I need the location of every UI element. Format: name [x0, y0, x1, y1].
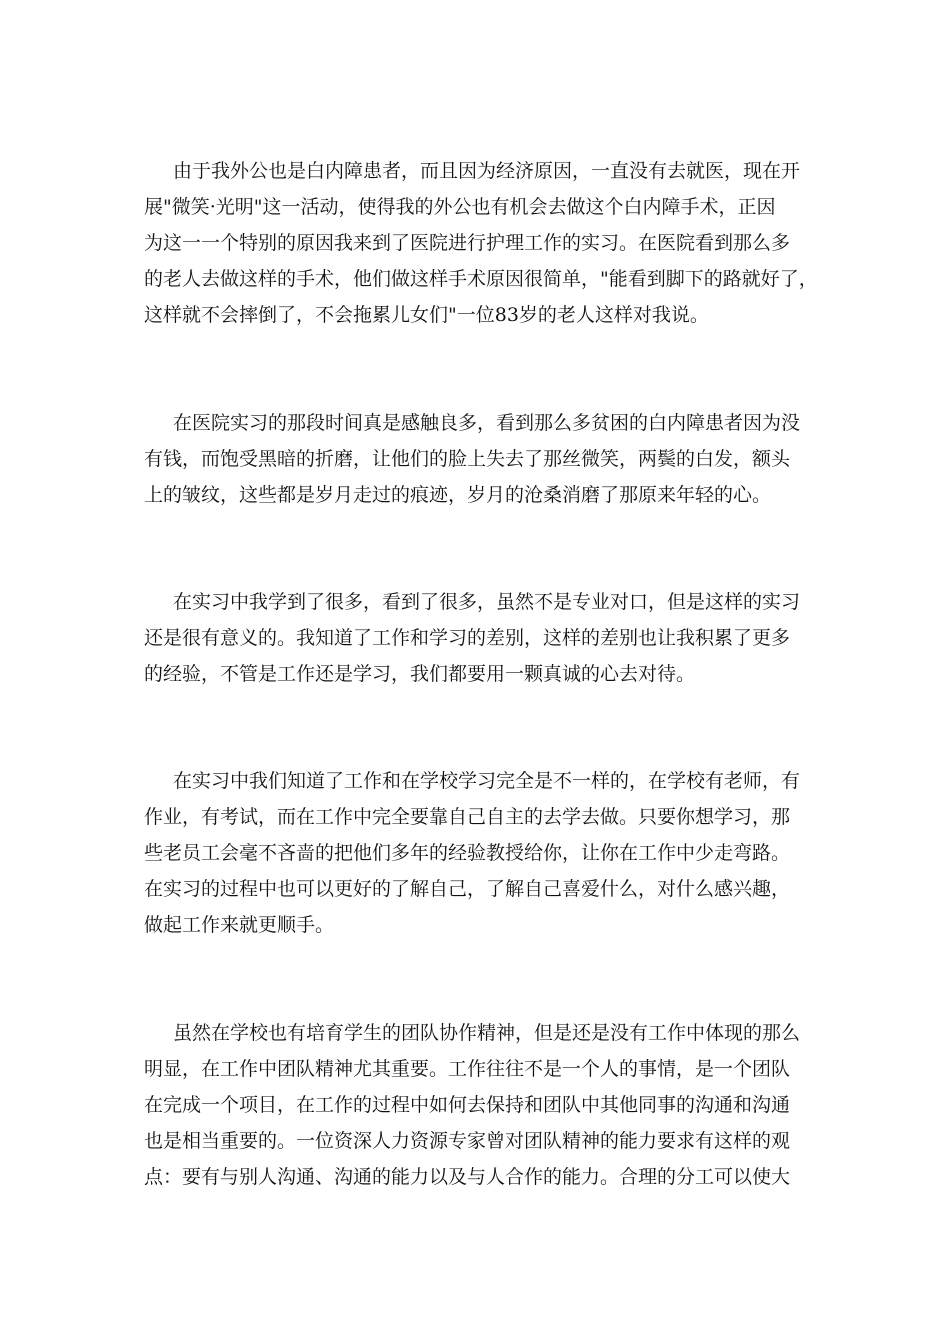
- paragraph-line: 也是相当重要的。一位资深人力资源专家曾对团队精神的能力要求有这样的观: [144, 1130, 791, 1152]
- paragraph-line: 的经验，不管是工作还是学习，我们都要用一颗真诚的心去对待。: [144, 663, 696, 685]
- paragraph-line: 在实习中我们知道了工作和在学校学习完全是不一样的，在学校有老师，有: [173, 770, 801, 792]
- paragraph-line: 些老员工会毫不吝啬的把他们多年的经验教授给你，让你在工作中少走弯路。: [144, 842, 791, 864]
- paragraph-5: [144, 1015, 824, 1195]
- paragraph-1: [144, 153, 824, 333]
- paragraph-line: 明显，在工作中团队精神尤其重要。工作往往不是一个人的事情，是一个团队: [144, 1058, 791, 1080]
- paragraph-line: 的老人去做这样的手术，他们做这样手术原因很简单，"能看到脚下的路就好了，: [144, 268, 818, 290]
- paragraph-line: 点：要有与别人沟通、沟通的能力以及与人合作的能力。合理的分工可以使大: [144, 1166, 791, 1188]
- paragraph-line: 这样就不会摔倒了，不会拖累儿女们"一位83岁的老人这样对我说。: [144, 304, 709, 326]
- paragraph-line: 由于我外公也是白内障患者，而且因为经济原因，一直没有去就医，现在开: [173, 160, 801, 182]
- paragraph-3: [144, 584, 824, 692]
- paragraph-line: 还是很有意义的。我知道了工作和学习的差别，这样的差别也让我积累了更多: [144, 627, 791, 649]
- paragraph-line: 在实习的过程中也可以更好的了解自己，了解自己喜爱什么，对什么感兴趣，: [144, 878, 791, 900]
- paragraph-line: 在医院实习的那段时间真是感触良多，看到那么多贫困的白内障患者因为没: [173, 412, 801, 434]
- paragraph-line: 为这一一个特别的原因我来到了医院进行护理工作的实习。在医院看到那么多: [144, 232, 791, 254]
- paragraph-line: 展"微笑·光明"这一活动，使得我的外公也有机会去做这个白内障手术，正因: [144, 196, 776, 218]
- paragraph-line: 作业，有考试，而在工作中完全要靠自己自主的去学去做。只要你想学习，那: [144, 806, 791, 828]
- paragraph-line: 上的皱纹，这些都是岁月走过的痕迹，岁月的沧桑消磨了那原来年轻的心。: [144, 484, 772, 506]
- paragraph-line: 虽然在学校也有培育学生的团队协作精神，但是还是没有工作中体现的那么: [173, 1022, 801, 1044]
- paragraph-line: 有钱，而饱受黑暗的折磨，让他们的脸上失去了那丝微笑，两鬓的白发，额头: [144, 448, 791, 470]
- paragraph-line: 在实习中我学到了很多，看到了很多，虽然不是专业对口，但是这样的实习: [173, 591, 801, 613]
- paragraph-4: [144, 763, 824, 943]
- paragraph-2: [144, 405, 824, 513]
- paragraph-line: 在完成一个项目，在工作的过程中如何去保持和团队中其他同事的沟通和沟通: [144, 1094, 791, 1116]
- paragraph-line: 做起工作来就更顺手。: [144, 914, 335, 936]
